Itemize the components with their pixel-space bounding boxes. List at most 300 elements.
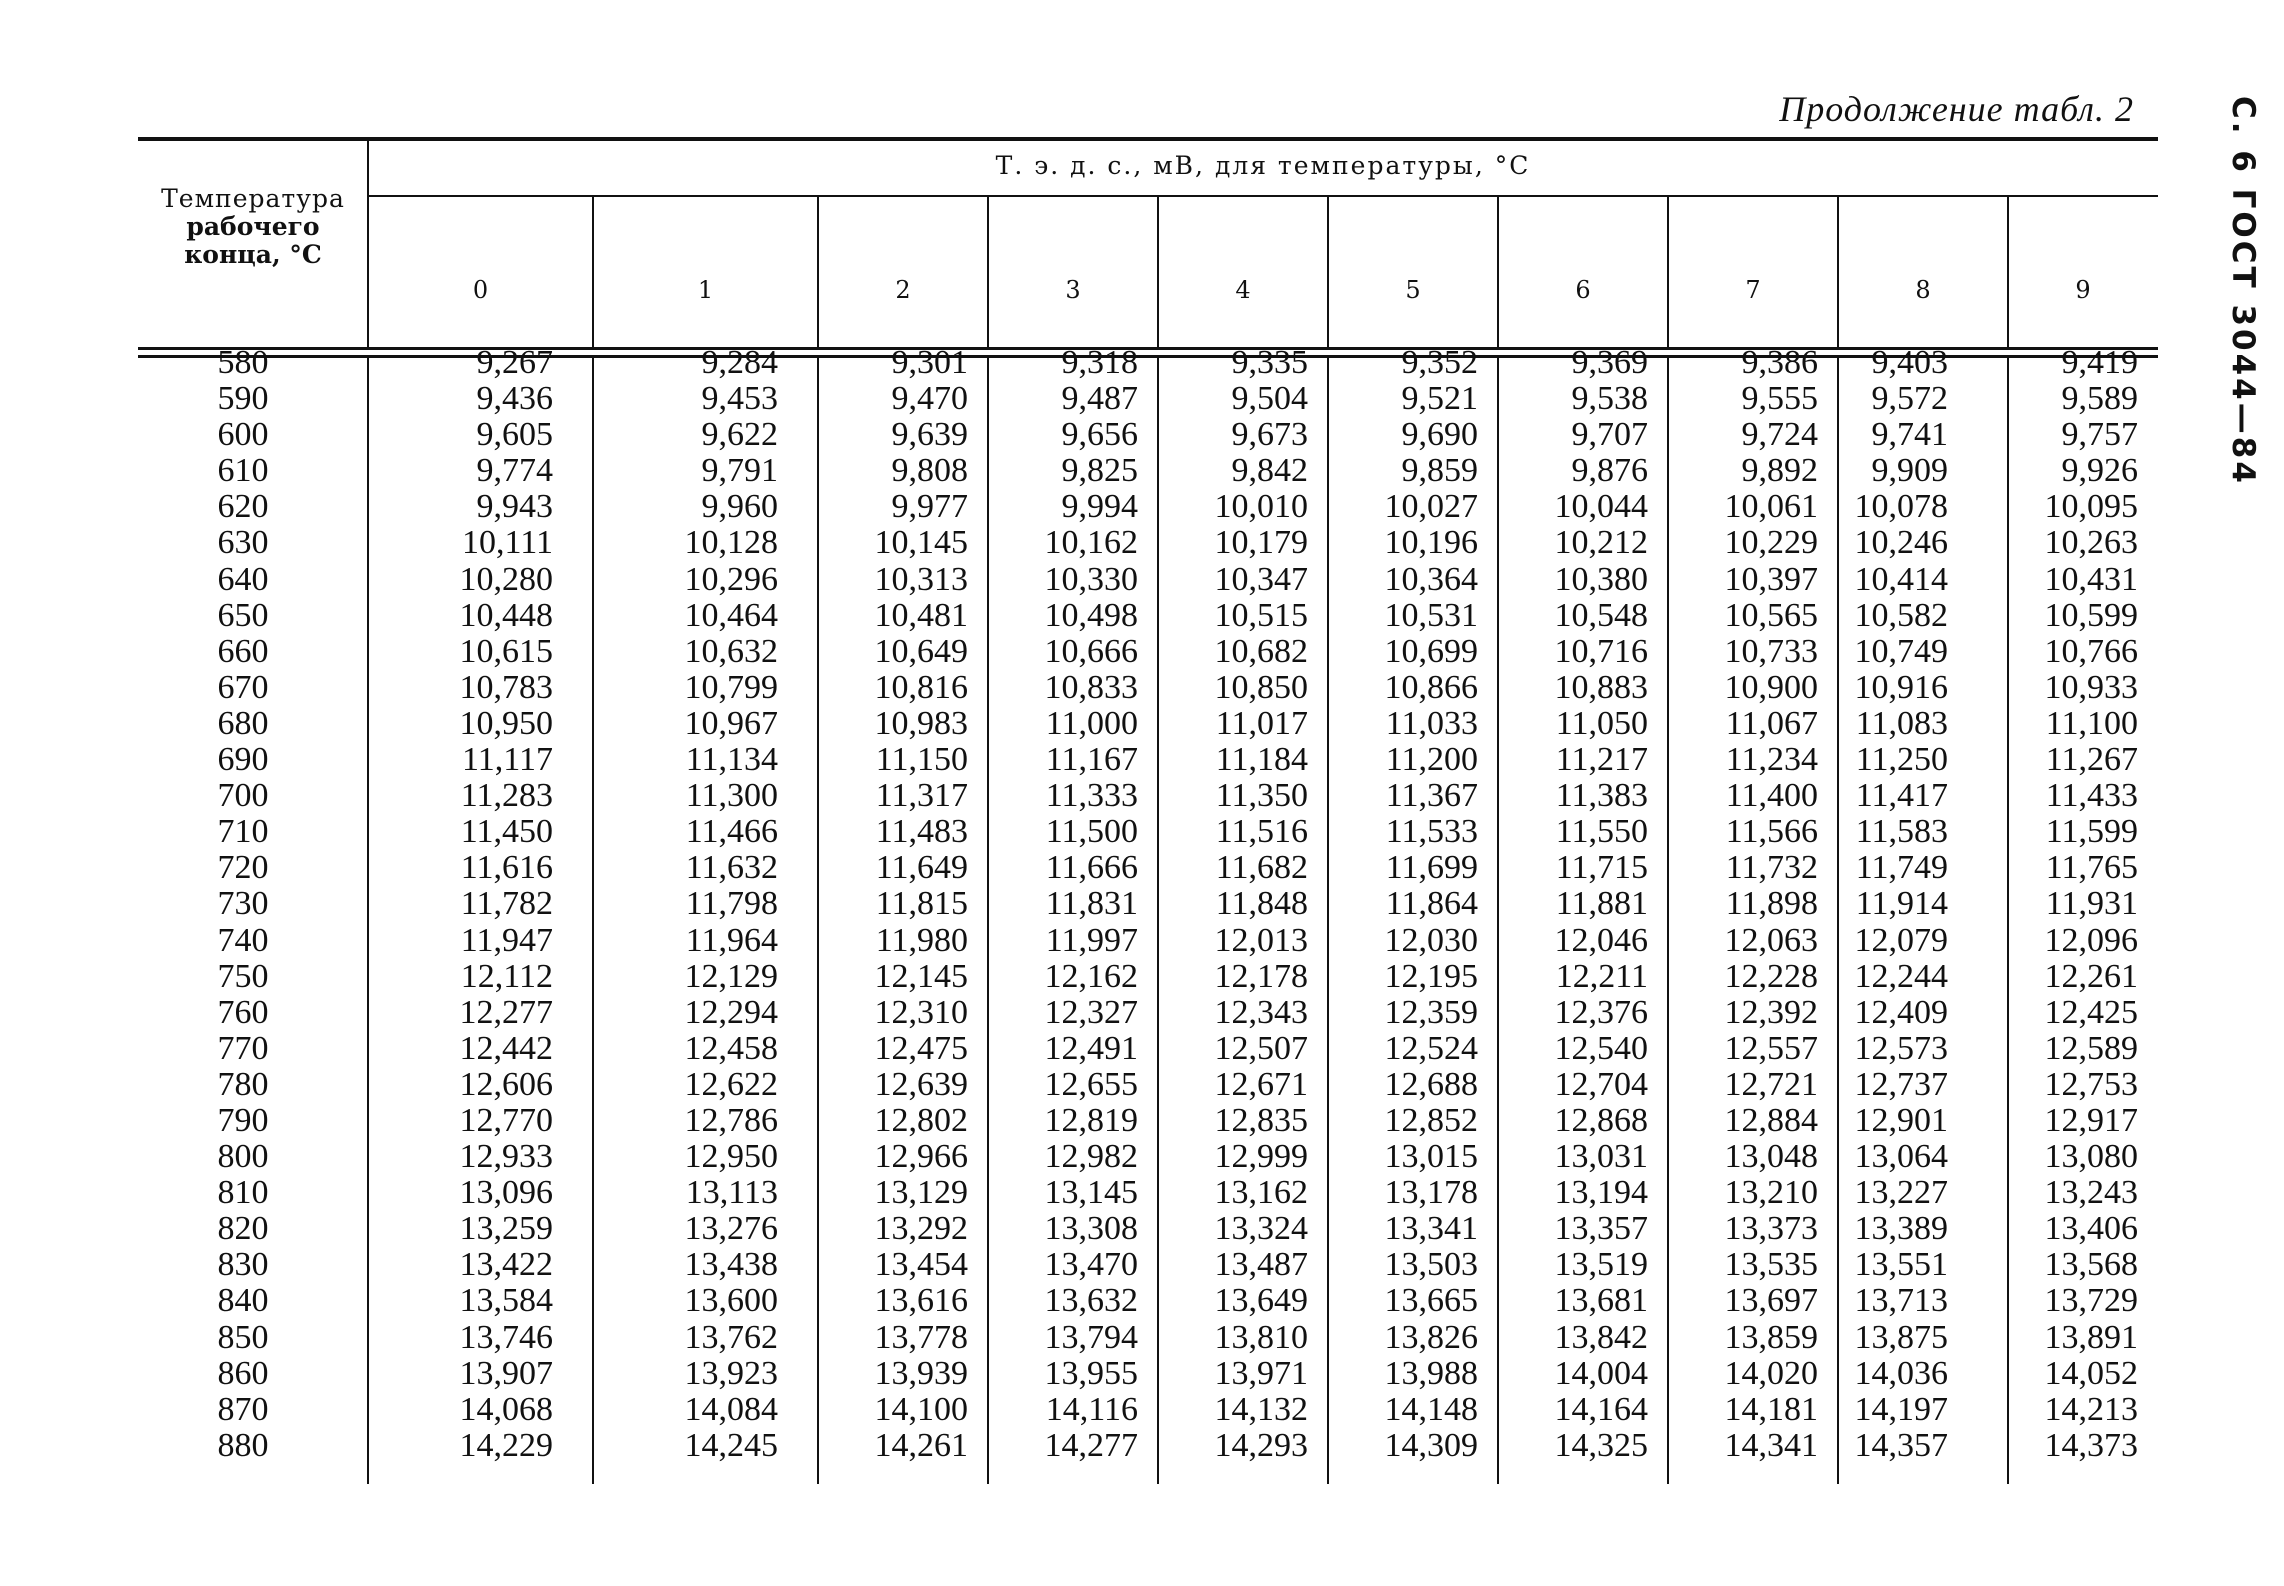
emf-cell: 13,665 — [1384, 1282, 1478, 1320]
emf-cell: 12,999 — [1214, 1138, 1308, 1176]
emf-cell: 13,194 — [1554, 1174, 1648, 1212]
emf-column-3 — [988, 345, 1138, 1475]
emf-cell: 13,406 — [2044, 1210, 2138, 1248]
emf-cell: 12,884 — [1724, 1101, 1818, 1139]
emf-cell: 14,229 — [459, 1426, 553, 1464]
emf-cell: 13,746 — [459, 1318, 553, 1356]
emf-cell: 11,914 — [1855, 885, 1948, 923]
emf-cell: 11,831 — [1045, 885, 1138, 923]
emf-cell: 12,327 — [1044, 993, 1138, 1031]
emf-cell: 9,301 — [891, 344, 968, 381]
temperature-cell: 840 — [217, 1282, 269, 1320]
emf-cell: 14,036 — [1854, 1354, 1948, 1392]
temperature-cell: 600 — [217, 416, 269, 454]
emf-cell: 11,033 — [1385, 704, 1478, 742]
emf-cell: 9,943 — [476, 488, 553, 526]
temperature-cell: 590 — [217, 380, 269, 418]
emf-cell: 11,599 — [2045, 813, 2138, 851]
temperature-cell: 670 — [217, 668, 269, 706]
emf-cell: 9,690 — [1401, 416, 1478, 454]
emf-cell: 13,015 — [1384, 1138, 1478, 1176]
emf-cell: 10,448 — [459, 596, 553, 634]
emf-cell: 13,632 — [1044, 1282, 1138, 1320]
emf-cell: 11,931 — [2045, 885, 2138, 923]
temperature-cell: 850 — [217, 1318, 269, 1356]
emf-cell: 11,682 — [1215, 849, 1308, 887]
emf-cell: 13,324 — [1214, 1210, 1308, 1248]
emf-cell: 11,516 — [1215, 813, 1308, 851]
emf-cell: 11,566 — [1725, 813, 1818, 851]
emf-cell: 12,737 — [1854, 1065, 1948, 1103]
emf-cell: 9,741 — [1871, 416, 1948, 454]
emf-cell: 9,892 — [1741, 452, 1818, 490]
emf-cell: 12,458 — [684, 1029, 778, 1067]
emf-cell: 14,020 — [1724, 1354, 1818, 1392]
emf-cell: 10,010 — [1214, 488, 1308, 526]
emf-cell: 14,084 — [684, 1390, 778, 1428]
emf-cell: 9,369 — [1571, 344, 1648, 381]
emf-cell: 10,933 — [2044, 668, 2138, 706]
emf-cell: 9,656 — [1061, 416, 1138, 454]
emf-cell: 9,555 — [1741, 380, 1818, 418]
emf-cell: 10,799 — [684, 668, 778, 706]
emf-cell: 10,061 — [1724, 488, 1818, 526]
temperature-cell: 740 — [217, 921, 269, 959]
emf-cell: 11,117 — [462, 741, 553, 779]
emf-cell: 12,753 — [2044, 1065, 2138, 1103]
emf-cell: 11,267 — [2045, 741, 2138, 779]
emf-cell: 11,500 — [1045, 813, 1138, 851]
emf-cell: 9,859 — [1401, 452, 1478, 490]
row-header-line-1: Температура — [161, 184, 345, 213]
emf-cell: 10,263 — [2044, 524, 2138, 562]
emf-cell: 11,417 — [1855, 777, 1948, 815]
column-header-9: 9 — [2075, 276, 2091, 304]
emf-cell: 10,380 — [1554, 560, 1648, 598]
emf-cell: 12,310 — [874, 993, 968, 1031]
emf-cell: 11,167 — [1045, 741, 1138, 779]
emf-cell: 9,707 — [1571, 416, 1648, 454]
emf-cell: 12,359 — [1384, 993, 1478, 1031]
emf-cell: 12,491 — [1044, 1029, 1138, 1067]
temperature-cell: 730 — [217, 885, 269, 923]
emf-cell: 11,881 — [1555, 885, 1648, 923]
emf-cell: 10,313 — [874, 560, 968, 598]
emf-cell: 12,933 — [459, 1138, 553, 1176]
emf-cell: 10,027 — [1384, 488, 1478, 526]
emf-cell: 14,277 — [1044, 1426, 1138, 1464]
emf-column-6 — [1498, 345, 1648, 1475]
emf-cell: 9,538 — [1571, 380, 1648, 418]
emf-cell: 10,111 — [462, 524, 553, 562]
emf-cell: 12,079 — [1854, 921, 1948, 959]
emf-cell: 10,548 — [1554, 596, 1648, 634]
emf-cell: 10,347 — [1214, 560, 1308, 598]
temperature-cell: 710 — [217, 813, 269, 851]
emf-cell: 10,649 — [874, 632, 968, 670]
emf-cell: 9,926 — [2061, 452, 2138, 490]
emf-cell: 13,227 — [1854, 1174, 1948, 1212]
emf-cell: 10,833 — [1044, 668, 1138, 706]
emf-cell: 9,622 — [701, 416, 778, 454]
temperature-cell: 650 — [217, 596, 269, 634]
emf-cell: 9,504 — [1231, 380, 1308, 418]
emf-cell: 10,296 — [684, 560, 778, 598]
emf-cell: 13,113 — [685, 1174, 778, 1212]
temperature-cell: 690 — [217, 741, 269, 779]
emf-cell: 13,971 — [1214, 1354, 1308, 1392]
emf-cell: 13,859 — [1724, 1318, 1818, 1356]
group-header: Т. э. д. с., мВ, для температуры, °С — [995, 151, 1531, 180]
emf-cell: 13,842 — [1554, 1318, 1648, 1356]
emf-cell: 13,064 — [1854, 1138, 1948, 1176]
emf-cell: 14,004 — [1554, 1354, 1648, 1392]
emf-cell: 9,352 — [1401, 344, 1478, 381]
emf-cell: 13,503 — [1384, 1246, 1478, 1284]
emf-cell: 12,112 — [460, 957, 553, 995]
emf-cell: 11,217 — [1555, 741, 1648, 779]
emf-cell: 11,250 — [1855, 741, 1948, 779]
emf-cell: 13,535 — [1724, 1246, 1818, 1284]
emf-cell: 14,100 — [874, 1390, 968, 1428]
row-header-line-2: рабочего — [186, 212, 320, 241]
emf-cell: 11,367 — [1385, 777, 1478, 815]
emf-cell: 9,605 — [476, 416, 553, 454]
emf-cell: 10,078 — [1854, 488, 1948, 526]
emf-column-4 — [1158, 345, 1308, 1475]
column-header-3: 3 — [1065, 276, 1081, 304]
emf-cell: 13,616 — [874, 1282, 968, 1320]
emf-cell: 14,341 — [1724, 1426, 1818, 1464]
temperature-cell: 820 — [217, 1210, 269, 1248]
emf-cell: 13,487 — [1214, 1246, 1308, 1284]
emf-cell: 10,145 — [874, 524, 968, 562]
column-header-2: 2 — [895, 276, 911, 304]
page-side-label: С. 6 ГОСТ 3044—84 — [2225, 96, 2261, 486]
emf-cell: 14,245 — [684, 1426, 778, 1464]
emf-cell: 13,697 — [1724, 1282, 1818, 1320]
emf-cell: 10,866 — [1384, 668, 1478, 706]
emf-cell: 14,373 — [2044, 1426, 2138, 1464]
emf-cell: 13,778 — [874, 1318, 968, 1356]
emf-cell: 14,068 — [459, 1390, 553, 1428]
emf-cell: 10,716 — [1554, 632, 1648, 670]
column-header-1: 1 — [697, 276, 714, 304]
emf-cell: 11,317 — [875, 777, 968, 815]
emf-cell: 12,966 — [874, 1138, 968, 1176]
emf-cell: 9,724 — [1741, 416, 1818, 454]
emf-cell: 14,132 — [1214, 1390, 1308, 1428]
emf-column-8 — [1838, 345, 1948, 1475]
emf-cell: 14,148 — [1384, 1390, 1478, 1428]
emf-cell: 10,280 — [459, 560, 553, 598]
emf-cell: 9,335 — [1231, 344, 1308, 381]
emf-cell: 11,350 — [1215, 777, 1308, 815]
emf-cell: 13,907 — [459, 1354, 553, 1392]
emf-cell: 10,733 — [1724, 632, 1818, 670]
emf-cell: 10,179 — [1214, 524, 1308, 562]
emf-cell: 12,475 — [874, 1029, 968, 1067]
emf-cell: 10,044 — [1554, 488, 1648, 526]
emf-cell: 11,947 — [460, 921, 553, 959]
column-header-0: 0 — [472, 276, 489, 304]
emf-cell: 11,699 — [1385, 849, 1478, 887]
emf-cell: 12,392 — [1724, 993, 1818, 1031]
emf-cell: 13,810 — [1214, 1318, 1308, 1356]
temperature-column — [168, 345, 318, 1475]
emf-column-9 — [2008, 345, 2138, 1475]
emf-cell: 11,980 — [875, 921, 968, 959]
emf-cell: 11,550 — [1555, 813, 1648, 851]
emf-cell: 11,765 — [2045, 849, 2138, 887]
emf-cell: 12,343 — [1214, 993, 1308, 1031]
emf-cell: 10,850 — [1214, 668, 1308, 706]
emf-cell: 10,515 — [1214, 596, 1308, 634]
temperature-cell: 830 — [217, 1246, 269, 1284]
emf-cell: 9,403 — [1871, 344, 1948, 381]
temperature-cell: 700 — [217, 777, 269, 815]
emf-cell: 12,557 — [1724, 1029, 1818, 1067]
emf-cell: 11,150 — [875, 741, 968, 779]
emf-cell: 13,096 — [459, 1174, 553, 1212]
emf-cell: 12,819 — [1044, 1101, 1138, 1139]
emf-column-1 — [593, 345, 778, 1475]
emf-cell: 9,589 — [2061, 380, 2138, 418]
column-header-5: 5 — [1405, 276, 1421, 304]
emf-cell: 11,864 — [1385, 885, 1478, 923]
emf-cell: 10,749 — [1854, 632, 1948, 670]
emf-cell: 11,782 — [460, 885, 553, 923]
emf-cell: 14,213 — [2044, 1390, 2138, 1428]
emf-cell: 13,891 — [2044, 1318, 2138, 1356]
temperature-cell: 640 — [217, 560, 269, 598]
emf-cell: 10,783 — [459, 668, 553, 706]
emf-cell: 12,852 — [1384, 1101, 1478, 1139]
emf-cell: 10,766 — [2044, 632, 2138, 670]
emf-cell: 13,875 — [1854, 1318, 1948, 1356]
emf-cell: 12,835 — [1214, 1101, 1308, 1139]
emf-cell: 12,162 — [1044, 957, 1138, 995]
emf-cell: 10,364 — [1384, 560, 1478, 598]
emf-cell: 10,916 — [1854, 668, 1948, 706]
emf-cell: 12,030 — [1384, 921, 1478, 959]
emf-column-0 — [368, 345, 553, 1475]
emf-cell: 10,162 — [1044, 524, 1138, 562]
emf-cell: 11,383 — [1555, 777, 1648, 815]
temperature-cell: 660 — [217, 632, 269, 670]
emf-cell: 12,540 — [1554, 1029, 1648, 1067]
emf-cell: 11,533 — [1385, 813, 1478, 851]
emf-cell: 12,046 — [1554, 921, 1648, 959]
emf-cell: 11,798 — [685, 885, 778, 923]
emf-cell: 10,431 — [2044, 560, 2138, 598]
emf-cell: 12,178 — [1214, 957, 1308, 995]
emf-cell: 13,762 — [684, 1318, 778, 1356]
thermo-emf-table — [138, 137, 2158, 1484]
emf-cell: 12,655 — [1044, 1065, 1138, 1103]
emf-cell: 10,481 — [874, 596, 968, 634]
emf-cell: 12,573 — [1854, 1029, 1948, 1067]
emf-cell: 12,228 — [1724, 957, 1818, 995]
emf-cell: 9,436 — [476, 380, 553, 418]
emf-cell: 12,721 — [1724, 1065, 1818, 1103]
emf-cell: 11,616 — [460, 849, 553, 887]
temperature-cell: 800 — [217, 1138, 269, 1176]
emf-cell: 11,067 — [1725, 704, 1818, 742]
emf-cell: 12,868 — [1554, 1101, 1648, 1139]
emf-cell: 11,450 — [460, 813, 553, 851]
emf-cell: 10,967 — [684, 704, 778, 742]
emf-cell: 12,770 — [459, 1101, 553, 1139]
emf-cell: 12,639 — [874, 1065, 968, 1103]
emf-cell: 13,454 — [874, 1246, 968, 1284]
emf-cell: 11,000 — [1045, 704, 1138, 742]
emf-cell: 14,164 — [1554, 1390, 1648, 1428]
emf-cell: 9,267 — [476, 344, 553, 381]
emf-cell: 13,794 — [1044, 1318, 1138, 1356]
emf-cell: 12,294 — [684, 993, 778, 1031]
emf-cell: 11,898 — [1725, 885, 1818, 923]
emf-cell: 13,259 — [459, 1210, 553, 1248]
emf-cell: 13,584 — [459, 1282, 553, 1320]
temperature-cell: 720 — [217, 849, 269, 887]
emf-cell: 9,825 — [1061, 452, 1138, 490]
emf-cell: 12,129 — [684, 957, 778, 995]
emf-cell: 10,900 — [1724, 668, 1818, 706]
emf-cell: 13,422 — [459, 1246, 553, 1284]
emf-cell: 11,184 — [1215, 741, 1308, 779]
emf-cell: 9,774 — [476, 452, 553, 490]
emf-cell: 11,632 — [685, 849, 778, 887]
emf-cell: 13,713 — [1854, 1282, 1948, 1320]
emf-cell: 12,688 — [1384, 1065, 1478, 1103]
temperature-cell: 580 — [217, 344, 269, 381]
emf-cell: 14,261 — [874, 1426, 968, 1464]
emf-cell: 10,632 — [684, 632, 778, 670]
temperature-cell: 630 — [217, 524, 269, 562]
emf-cell: 12,409 — [1854, 993, 1948, 1031]
emf-cell: 10,816 — [874, 668, 968, 706]
temperature-cell: 870 — [217, 1390, 269, 1428]
emf-cell: 11,715 — [1555, 849, 1648, 887]
emf-cell: 12,244 — [1854, 957, 1948, 995]
emf-cell: 13,243 — [2044, 1174, 2138, 1212]
emf-cell: 10,498 — [1044, 596, 1138, 634]
emf-cell: 13,988 — [1384, 1354, 1478, 1392]
emf-cell: 11,749 — [1855, 849, 1948, 887]
emf-cell: 9,453 — [701, 380, 778, 418]
emf-cell: 13,729 — [2044, 1282, 2138, 1320]
emf-cell: 12,277 — [459, 993, 553, 1031]
emf-cell: 12,901 — [1854, 1101, 1948, 1139]
emf-cell: 13,923 — [684, 1354, 778, 1392]
emf-cell: 9,876 — [1571, 452, 1648, 490]
emf-cell: 13,649 — [1214, 1282, 1308, 1320]
emf-cell: 13,470 — [1044, 1246, 1138, 1284]
emf-cell: 13,048 — [1724, 1138, 1818, 1176]
emf-cell: 11,848 — [1215, 885, 1308, 923]
emf-cell: 12,671 — [1214, 1065, 1308, 1103]
emf-cell: 13,955 — [1044, 1354, 1138, 1392]
emf-cell: 9,842 — [1231, 452, 1308, 490]
emf-cell: 13,145 — [1044, 1174, 1138, 1212]
emf-cell: 11,083 — [1855, 704, 1948, 742]
emf-cell: 10,414 — [1854, 560, 1948, 598]
emf-cell: 12,950 — [684, 1138, 778, 1176]
emf-cell: 12,524 — [1384, 1029, 1478, 1067]
emf-cell: 9,977 — [891, 488, 968, 526]
temperature-cell: 750 — [217, 957, 269, 995]
temperature-cell: 610 — [217, 452, 269, 490]
emf-cell: 12,704 — [1554, 1065, 1648, 1103]
emf-cell: 12,145 — [874, 957, 968, 995]
temperature-cell: 810 — [217, 1174, 269, 1212]
emf-cell: 11,583 — [1855, 813, 1948, 851]
emf-cell: 11,964 — [685, 921, 778, 959]
emf-cell: 9,639 — [891, 416, 968, 454]
emf-cell: 14,293 — [1214, 1426, 1308, 1464]
emf-cell: 12,442 — [459, 1029, 553, 1067]
emf-cell: 10,666 — [1044, 632, 1138, 670]
temperature-cell: 860 — [217, 1354, 269, 1392]
emf-cell: 12,622 — [684, 1065, 778, 1103]
emf-cell: 10,212 — [1554, 524, 1648, 562]
emf-cell: 12,982 — [1044, 1138, 1138, 1176]
emf-cell: 9,284 — [701, 344, 778, 381]
emf-cell: 14,052 — [2044, 1354, 2138, 1392]
emf-cell: 11,134 — [685, 741, 778, 779]
emf-cell: 13,129 — [874, 1174, 968, 1212]
emf-cell: 11,466 — [685, 813, 778, 851]
emf-cell: 13,292 — [874, 1210, 968, 1248]
emf-cell: 12,606 — [459, 1065, 553, 1103]
emf-cell: 9,521 — [1401, 380, 1478, 418]
emf-cell: 14,116 — [1045, 1390, 1138, 1428]
emf-cell: 10,330 — [1044, 560, 1138, 598]
row-header-line-3: конца, °С — [184, 240, 322, 269]
temperature-cell: 760 — [217, 993, 269, 1031]
row-header — [138, 185, 368, 269]
temperature-cell: 880 — [217, 1426, 269, 1464]
column-header-6: 6 — [1575, 276, 1591, 304]
emf-cell: 14,357 — [1854, 1426, 1948, 1464]
emf-cell: 13,031 — [1554, 1138, 1648, 1176]
emf-cell: 13,308 — [1044, 1210, 1138, 1248]
temperature-cell: 780 — [217, 1065, 269, 1103]
emf-cell: 10,095 — [2044, 488, 2138, 526]
temperature-cell: 680 — [217, 704, 269, 742]
emf-cell: 14,181 — [1724, 1390, 1818, 1428]
table-top-rule — [138, 137, 2158, 141]
emf-cell: 10,246 — [1854, 524, 1948, 562]
emf-cell: 9,487 — [1061, 380, 1138, 418]
emf-cell: 10,582 — [1854, 596, 1948, 634]
emf-cell: 9,470 — [891, 380, 968, 418]
emf-column-2 — [818, 345, 968, 1475]
emf-cell: 13,681 — [1554, 1282, 1648, 1320]
emf-cell: 12,195 — [1384, 957, 1478, 995]
emf-cell: 12,802 — [874, 1101, 968, 1139]
emf-cell: 10,531 — [1384, 596, 1478, 634]
emf-cell: 10,983 — [874, 704, 968, 742]
group-header-rule — [368, 195, 2158, 197]
emf-cell: 11,483 — [875, 813, 968, 851]
emf-cell: 10,682 — [1214, 632, 1308, 670]
emf-cell: 13,276 — [684, 1210, 778, 1248]
column-header-4: 4 — [1235, 276, 1251, 304]
emf-cell: 12,261 — [2044, 957, 2138, 995]
emf-cell: 12,786 — [684, 1101, 778, 1139]
